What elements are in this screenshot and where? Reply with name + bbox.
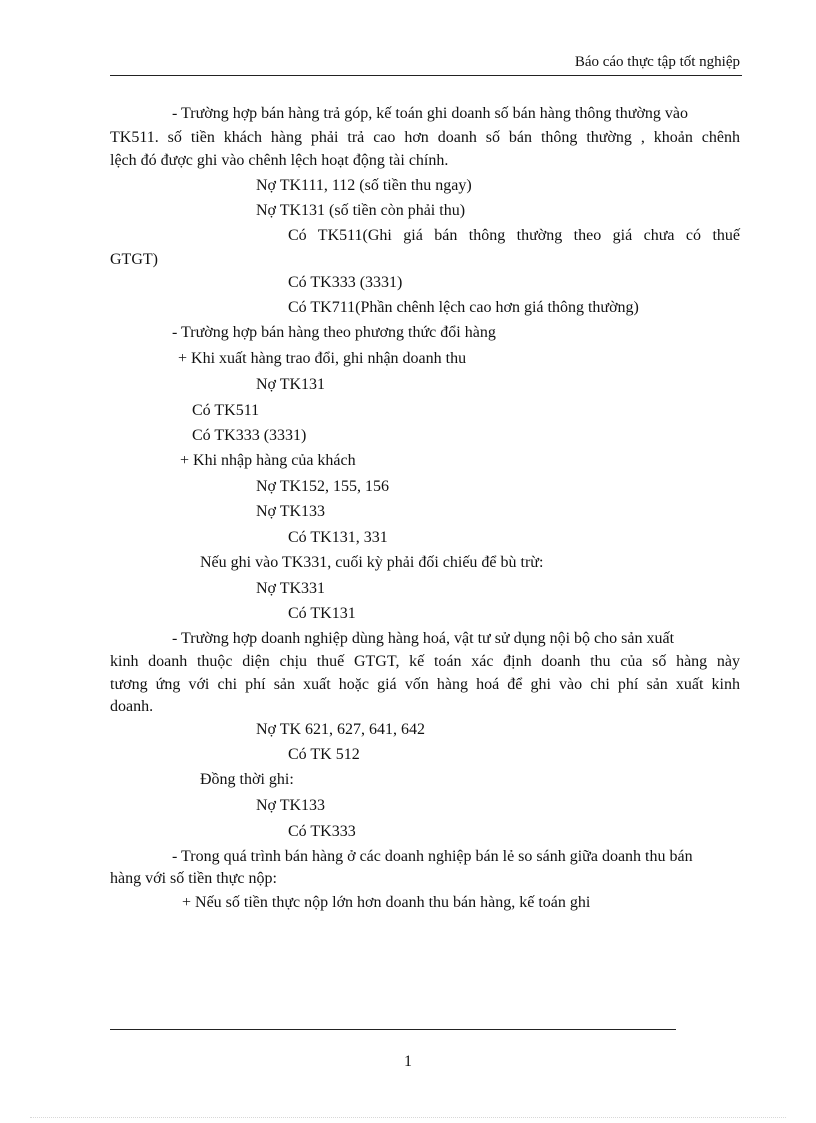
paragraph-line: - Trường hợp bán hàng trả góp, kế toán ghi doanh số bán hàng thông thường vào xyxy=(172,105,688,122)
paragraph-line: TK511. số tiền khách hàng phải trả cao hơn doanh số bán thông thường , khoản chênh xyxy=(110,129,740,146)
footer-rule xyxy=(110,1029,676,1030)
paragraph-line: hàng với số tiền thực nộp: xyxy=(110,870,277,887)
journal-entry: Có TK711(Phần chênh lệch cao hơn giá thông thường) xyxy=(288,299,639,316)
journal-entry: Nợ TK133 xyxy=(256,797,326,814)
journal-entry: Có TK131 xyxy=(288,605,356,622)
journal-entry: Nợ TK131 (số tiền còn phải thu) xyxy=(256,202,466,219)
journal-entry: Có TK333 (3331) xyxy=(288,274,403,291)
journal-entry: Có TK511(Ghi giá bán thông thường theo giá chưa có thuế xyxy=(288,227,740,244)
paragraph-line: - Trong quá trình bán hàng ở các doanh nghiệp bán lẻ so sánh giữa doanh thu bán xyxy=(172,848,693,865)
paragraph-line: - Trường hợp bán hàng theo phương thức đổi hàng xyxy=(172,324,496,341)
journal-entry: Có TK 512 xyxy=(288,746,360,763)
page-number: 1 xyxy=(404,1053,412,1070)
header-rule xyxy=(110,75,742,76)
paragraph-line: tương ứng với chi phí sản xuất hoặc giá vốn hàng hoá để ghi vào chi phí sản xuất kinh xyxy=(110,676,740,693)
page-header-title: Báo cáo thực tập tốt nghiệp xyxy=(574,54,740,70)
journal-entry: Có TK333 (3331) xyxy=(192,427,307,444)
paragraph-line: + Khi nhập hàng của khách xyxy=(180,452,356,469)
paragraph-line: - Trường hợp doanh nghiệp dùng hàng hoá, vật tư sử dụng nội bộ cho sản xuất xyxy=(172,630,675,647)
journal-entry: Nợ TK152, 155, 156 xyxy=(256,478,390,495)
journal-entry: Có TK131, 331 xyxy=(288,529,388,546)
journal-entry: Nợ TK133 xyxy=(256,503,326,520)
journal-entry: Nợ TK 621, 627, 641, 642 xyxy=(256,721,426,738)
journal-entry: Có TK511 xyxy=(192,402,260,419)
page-boundary-dotted-line xyxy=(30,1117,786,1118)
journal-entry: Nợ TK111, 112 (số tiền thu ngay) xyxy=(256,177,472,194)
journal-entry: Có TK333 xyxy=(288,823,356,840)
journal-entry: Nợ TK331 xyxy=(256,580,326,597)
paragraph-line: doanh. xyxy=(110,698,154,715)
journal-entry-continuation: GTGT) xyxy=(110,251,158,268)
journal-entry: Nợ TK131 xyxy=(256,376,326,393)
paragraph-line: Đồng thời ghi: xyxy=(200,771,294,788)
paragraph-line: + Nếu số tiền thực nộp lớn hơn doanh thu bán hàng, kế toán ghi xyxy=(182,894,591,911)
paragraph-line: kinh doanh thuộc diện chịu thuế GTGT, kế toán xác định doanh thu của số hàng này xyxy=(110,653,740,670)
paragraph-line: lệch đó được ghi vào chênh lệch hoạt động tài chính. xyxy=(110,152,449,169)
paragraph-line: Nếu ghi vào TK331, cuối kỳ phải đối chiếu để bù trừ: xyxy=(200,554,544,571)
paragraph-line: + Khi xuất hàng trao đổi, ghi nhận doanh thu xyxy=(178,350,467,367)
